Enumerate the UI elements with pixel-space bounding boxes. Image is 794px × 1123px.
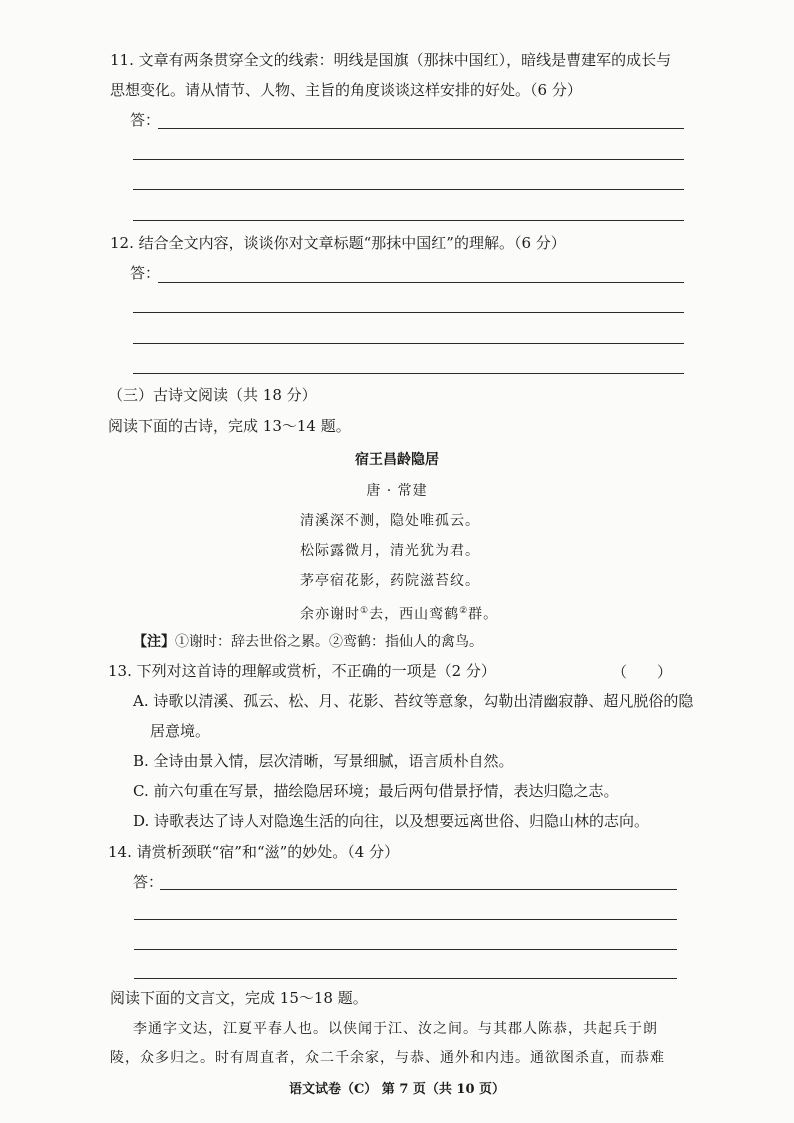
q11-answer-line-4[interactable] bbox=[133, 220, 684, 221]
q13-stem: 13. 下列对这首诗的理解或赏析，不正确的一项是（2 分） bbox=[108, 662, 496, 680]
section3-intro: 阅读下面的古诗，完成 13～14 题。 bbox=[108, 417, 351, 435]
q13-option-d: D. 诗歌表达了诗人对隐逸生活的向往，以及想要远离世俗、归隐山林的志向。 bbox=[133, 812, 650, 830]
q12-answer-line-1[interactable] bbox=[158, 282, 684, 283]
q13-option-a-line2: 居意境。 bbox=[150, 722, 211, 740]
q12-stem: 12. 结合全文内容，谈谈你对文章标题“那抹中国红”的理解。（6 分） bbox=[110, 234, 566, 252]
q11-stem-line2: 思想变化。请从情节、人物、主旨的角度谈谈这样安排的好处。（6 分） bbox=[110, 81, 582, 99]
q14-answer-line-1[interactable] bbox=[160, 889, 677, 890]
q11-answer-line-2[interactable] bbox=[133, 159, 684, 160]
q14-answer-line-3[interactable] bbox=[134, 949, 677, 950]
q13-answer-parentheses[interactable]: （ ） bbox=[612, 663, 673, 681]
q11-answer-line-3[interactable] bbox=[133, 189, 684, 190]
q12-answer-line-3[interactable] bbox=[133, 343, 684, 344]
q14-answer-line-4[interactable] bbox=[134, 978, 677, 979]
q12-answer-line-2[interactable] bbox=[133, 312, 684, 313]
poem-line-2: 松际露微月，清光犹为君。 bbox=[300, 543, 480, 559]
q13-option-b: B. 全诗由景入情，层次清晰，写景细腻，语言质朴自然。 bbox=[133, 752, 514, 770]
poem-line-1: 清溪深不测，隐处唯孤云。 bbox=[300, 513, 480, 529]
poem-title: 宿王昌龄隐居 bbox=[355, 452, 439, 468]
q11-answer-line-1[interactable] bbox=[158, 128, 684, 129]
poem-line-3: 茅亭宿花影，药院滋苔纹。 bbox=[300, 573, 480, 589]
q11-answer-label: 答： bbox=[130, 111, 161, 129]
classical-intro: 阅读下面的文言文，完成 15～18 题。 bbox=[110, 989, 368, 1007]
q13-option-a-line1: A. 诗歌以清溪、孤云、松、月、花影、苔纹等意象，勾勒出清幽寂静、超凡脱俗的隐 bbox=[133, 692, 694, 710]
page-footer: 语文试卷（C） 第 7 页（共 10 页） bbox=[288, 1082, 506, 1097]
poem-note: 【注】①谢时：辞去世俗之累。②鸾鹤：指仙人的禽鸟。 bbox=[133, 634, 483, 650]
classical-paragraph-line-1: 李通字文达，江夏平春人也。以侠闻于江、汝之间。与其郡人陈恭，共起兵于朗 bbox=[133, 1021, 658, 1037]
q11-stem-line1: 11. 文章有两条贯穿全文的线索：明线是国旗（那抹中国红），暗线是曹建军的成长与 bbox=[110, 51, 672, 69]
q12-answer-label: 答： bbox=[130, 264, 161, 282]
q14-answer-line-2[interactable] bbox=[134, 919, 677, 920]
classical-paragraph-line-2: 陵，众多归之。时有周直者，众二千余家，与恭、通外和内违。通欲图杀直，而恭难 bbox=[110, 1050, 665, 1066]
poem-line-4: 余亦谢时①去，西山鸾鹤②群。 bbox=[300, 606, 499, 623]
q12-answer-line-4[interactable] bbox=[133, 373, 684, 374]
q14-stem: 14. 请赏析颈联“宿”和“滋”的妙处。（4 分） bbox=[108, 843, 400, 861]
q14-answer-label: 答： bbox=[133, 873, 164, 891]
section3-heading: （三）古诗文阅读（共 18 分） bbox=[108, 386, 317, 404]
poem-author: 唐 · 常建 bbox=[366, 483, 428, 499]
q13-option-c: C. 前六句重在写景，描绘隐居环境；最后两句借景抒情，表达归隐之志。 bbox=[133, 782, 619, 800]
